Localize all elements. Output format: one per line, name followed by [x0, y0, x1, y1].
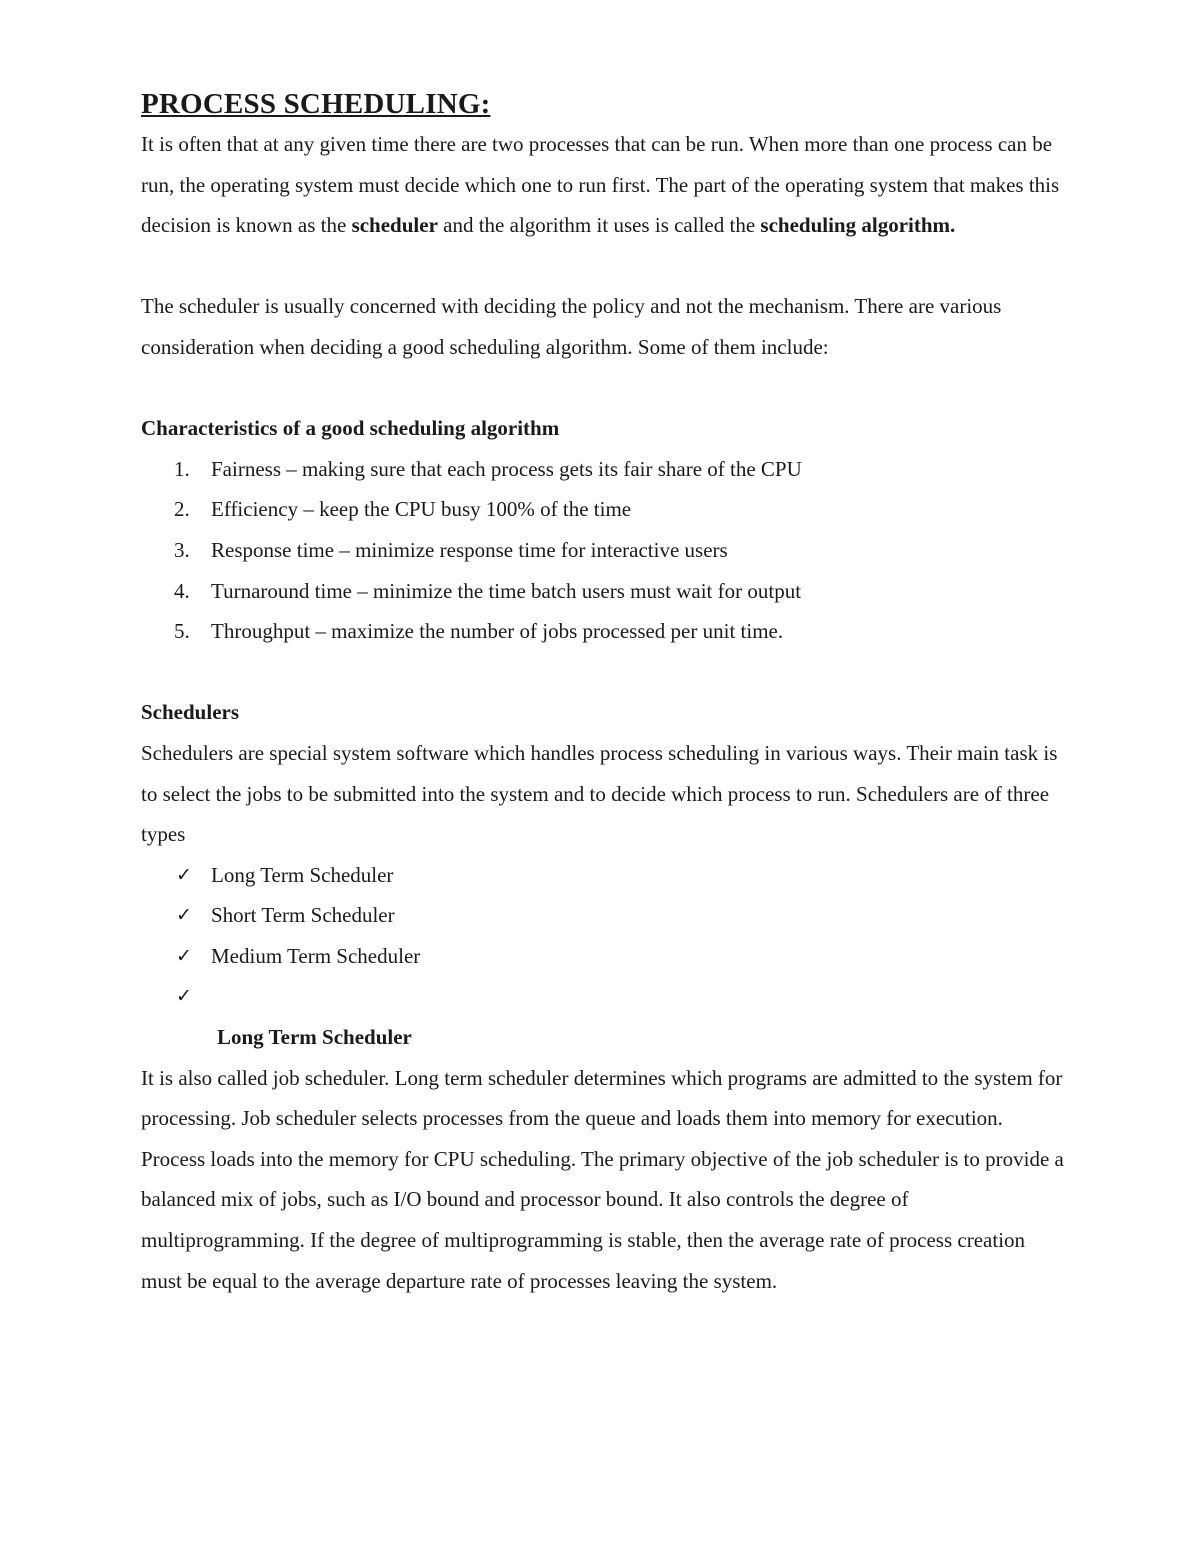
- list-item-text: Fairness – making sure that each process gets its fair share of the CPU: [211, 456, 802, 481]
- spacer: [141, 652, 1071, 693]
- list-item: [141, 571, 1071, 612]
- list-item-text: Turnaround time – minimize the time batch users must wait for output: [211, 578, 802, 603]
- checkmark-icon: ✓: [176, 944, 192, 967]
- scheduler-term: scheduler: [351, 213, 438, 238]
- list-number: 1.: [174, 456, 190, 481]
- intro-text-2: and the algorithm it uses is called the: [437, 213, 761, 238]
- list-number: 2.: [174, 497, 190, 522]
- document-page: [141, 84, 1071, 1301]
- scheduling-algorithm-term: scheduling algorithm.: [760, 213, 956, 238]
- list-item: [141, 611, 1071, 652]
- list-item: [141, 936, 1071, 977]
- checkmark-icon: ✓: [176, 985, 192, 1008]
- intro-paragraph: [141, 124, 1071, 246]
- schedulers-heading: Schedulers: [141, 700, 240, 725]
- long-term-paragraph: It is also called job scheduler. Long term scheduler determines which programs are admitted to the system for processing. Job scheduler selects processes from the queue and loads them into memory for execution. Process loads into the memory for CPU scheduling. The primary objective of the job scheduler is to provide a balanced mix of jobs, such as I/O bound and processor bound. It also controls the degree of multiprogramming. If the degree of multiprogramming is stable, then the average rate of process creation must be equal to the average departure rate of processes leaving the system.: [141, 1065, 1064, 1293]
- list-item: [141, 855, 1071, 896]
- characteristics-list: [141, 449, 1071, 652]
- list-number: 4.: [174, 578, 190, 603]
- list-item: [141, 489, 1071, 530]
- list-item: [141, 895, 1071, 936]
- checkmark-icon: ✓: [176, 904, 192, 927]
- list-item: [141, 530, 1071, 571]
- list-item-text: Efficiency – keep the CPU busy 100% of the time: [211, 497, 632, 522]
- list-item: [141, 449, 1071, 490]
- schedulers-paragraph: Schedulers are special system software which handles process scheduling in various ways. Their main task is to select the jobs to be submitted into the system and to decide which process to run. Schedulers are of three types: [141, 740, 1058, 847]
- spacer: [141, 246, 1071, 287]
- list-number: 5.: [174, 619, 190, 644]
- policy-paragraph: The scheduler is usually concerned with deciding the policy and not the mechanism. There are various consideration when deciding a good scheduling algorithm. Some of them include:: [141, 294, 1002, 359]
- list-item-text: Response time – minimize response time for interactive users: [211, 537, 728, 562]
- list-item-text: Long Term Scheduler: [211, 862, 394, 887]
- scheduler-types-list: [141, 855, 1071, 1017]
- spacer: [141, 368, 1071, 409]
- list-number: 3.: [174, 537, 190, 562]
- long-term-heading: Long Term Scheduler: [217, 1025, 412, 1050]
- list-item-text: Short Term Scheduler: [211, 903, 395, 928]
- intro-text-1: It is often that at any given time there are two processes that can be run. When more than one process can be run, the operating system must decide which one to run first. The part of the operating system that makes this decision is known as the: [141, 132, 1060, 238]
- characteristics-heading: Characteristics of a good scheduling algorithm: [141, 416, 560, 441]
- list-item-text: Throughput – maximize the number of jobs processed per unit time.: [211, 619, 784, 644]
- list-item: [141, 976, 1071, 1017]
- document-title: PROCESS SCHEDULING:: [141, 88, 491, 120]
- list-item-text: Medium Term Scheduler: [211, 943, 421, 968]
- checkmark-icon: ✓: [176, 863, 192, 886]
